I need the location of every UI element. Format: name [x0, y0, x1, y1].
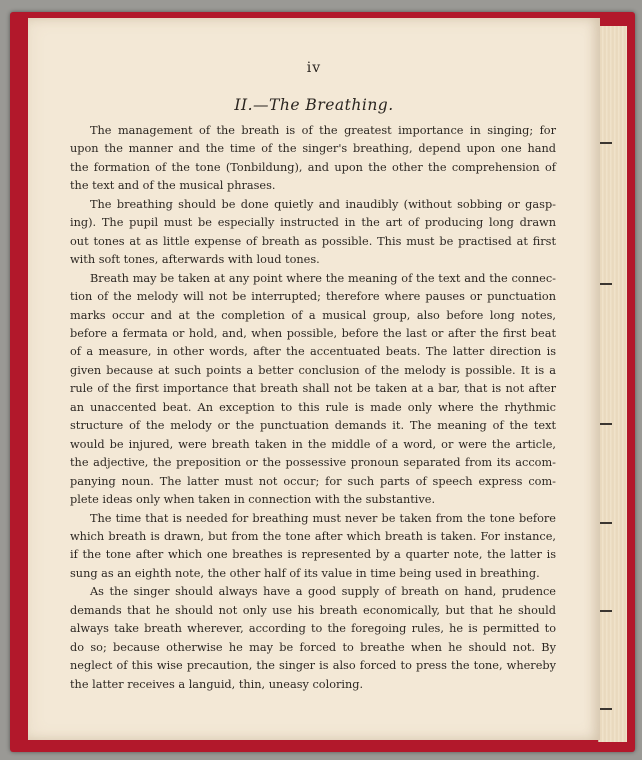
paragraph: [70, 122, 556, 196]
text-line: The time that is needed for breathing must never be taken from the tone before: [90, 511, 556, 525]
text-line: plete ideas only when taken in connection with the substantive.: [70, 493, 436, 507]
text-line: out tones at as little expense of breath as possible. This must be practised at first: [70, 234, 556, 248]
text-line: structure of the melody or the punctuation demands it. The meaning of the text: [70, 419, 556, 433]
text-line: neglect of this wise precaution, the singer is also forced to press the tone, whereby: [70, 659, 556, 673]
text-line: of a measure, in other words, after the accentuated beats. The latter direction is: [70, 345, 556, 359]
text-line: the latter receives a languid, thin, uneasy coloring.: [70, 677, 364, 691]
text-line: The breathing should be done quietly and inaudibly (without sobbing or gasp-: [90, 197, 556, 211]
text-line: marks occur and at the completion of a musical group, also before long notes,: [70, 308, 556, 322]
paragraph: [70, 270, 556, 510]
text-line: panying noun. The latter must not occur; for such parts of speech express com-: [70, 474, 556, 488]
text-line: The management of the breath is of the greatest importance in singing; for: [90, 124, 556, 137]
page-tab-mark: [598, 142, 612, 144]
text-line: Breath may be taken at any point where the meaning of the text and the connec-: [90, 271, 556, 285]
text-line: the text and of the musical phrases.: [70, 179, 276, 193]
paragraph: [70, 583, 556, 694]
text-line: the adjective, the preposition or the possessive pronoun separated from its accom-: [70, 456, 556, 470]
text-line: before a fermata or hold, and, when possible, before the last or after the first beat: [70, 326, 556, 340]
section-title: II.—The Breathing.: [234, 96, 394, 114]
text-line: with soft tones, afterwards with loud tones.: [70, 253, 320, 267]
text-line: ing). The pupil must be especially instructed in the art of producing long drawn: [70, 216, 556, 230]
page-edges: [598, 26, 627, 742]
page-tab-mark: [598, 708, 612, 710]
paragraph: [70, 196, 556, 270]
text-line: demands that he should not only use his breath economically, but that he should: [70, 603, 556, 617]
text-line: rule of the first importance that breath shall not be taken at a bar, that is not after: [70, 382, 556, 396]
text-line: given because at such points a better conclusion of the melody is possible. It is a: [70, 363, 556, 377]
text-line: tion of the melody will not be interrupted; therefore where pauses or punctuation: [70, 290, 556, 304]
text-line: if the tone after which one breathes is represented by a quarter note, the latter is: [70, 548, 556, 562]
text-line: sung as an eighth note, the other half of its value in time being used in breathing.: [70, 566, 540, 580]
text-line: which breath is drawn, but from the tone after which breath is taken. For instance,: [70, 529, 556, 543]
text-line: would be injured, were breath taken in the middle of a word, or were the article,: [70, 437, 556, 451]
page-number: iv: [306, 60, 322, 76]
page-tab-mark: [598, 610, 612, 612]
text-line: the formation of the tone (Tonbildung), and upon the other the comprehension of: [70, 160, 556, 174]
page-tab-mark: [598, 283, 612, 285]
paragraph: [70, 510, 556, 584]
text-line: upon the manner and the time of the singer's breathing, depend upon one hand: [70, 142, 556, 156]
text-line: an unaccented beat. An exception to this rule is made only where the rhythmic: [70, 400, 556, 414]
text-line: always take breath wherever, according to the foregoing rules, he is permitted to: [70, 622, 556, 636]
text-line: As the singer should always have a good supply of breath on hand, prudence: [90, 585, 556, 599]
page-tab-mark: [598, 522, 612, 524]
body-text: [70, 122, 556, 694]
page-tab-mark: [598, 423, 612, 425]
text-line: do so; because otherwise he may be forced to breathe when he should not. By: [70, 640, 556, 654]
book-page: [28, 18, 600, 740]
